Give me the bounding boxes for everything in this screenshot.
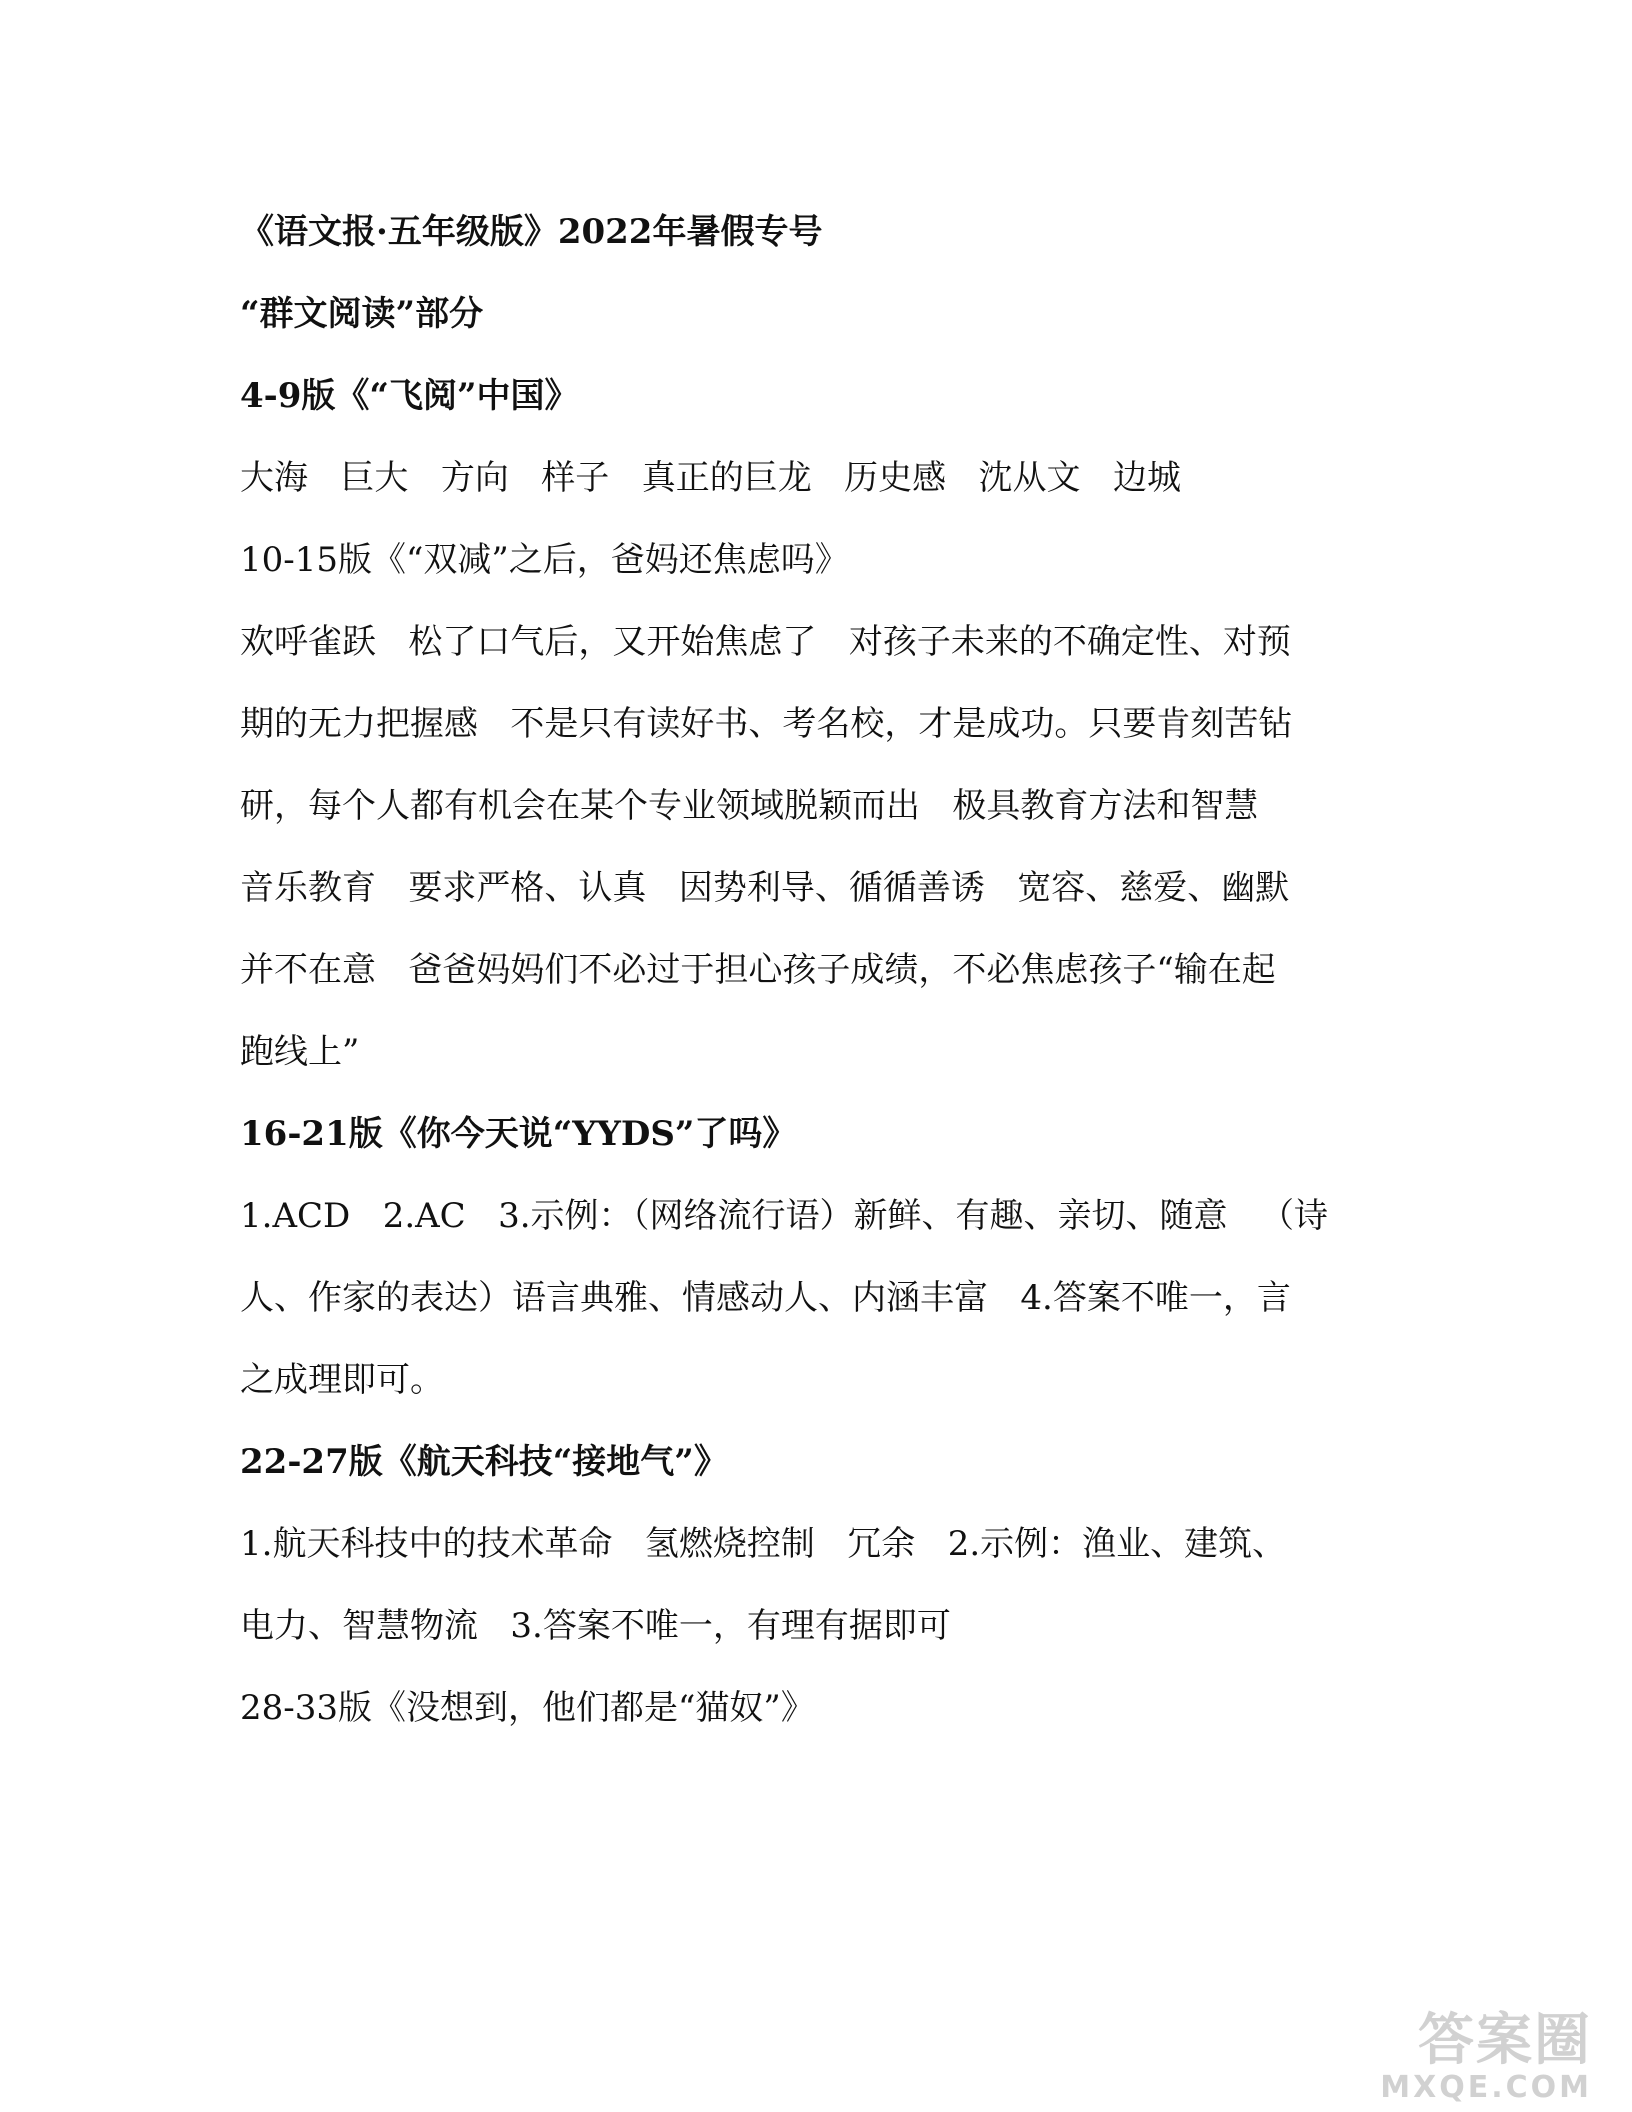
answer-line: 研，每个人都有机会在某个专业领域脱颖而出 极具教育方法和智慧 — [240, 786, 1259, 826]
answer-line: 之成理即可。 — [240, 1360, 444, 1400]
answer-line: 1.ACD 2.AC 3.示例：（网络流行语）新鲜、有趣、亲切、随意 （诗 — [240, 1196, 1328, 1236]
block-heading-4: 22-27版《航天科技“接地气”》 — [240, 1442, 728, 1482]
answer-line: 人、作家的表达）语言典雅、情感动人、内涵丰富 4.答案不唯一，言 — [240, 1278, 1291, 1318]
block-heading-2: 10-15版《“双减”之后，爸妈还焦虑吗》 — [240, 540, 849, 580]
section-heading: “群文阅读”部分 — [240, 294, 484, 334]
block-heading-1: 4-9版《“飞阅”中国》 — [240, 376, 579, 416]
watermark-top-text: 答案圈 — [1418, 2008, 1592, 2073]
answer-line: 并不在意 爸爸妈妈们不必过于担心孩子成绩，不必焦虑孩子“输在起 — [240, 950, 1276, 990]
block-heading-3: 16-21版《你今天说“YYDS”了吗》 — [240, 1114, 797, 1154]
document-title: 《语文报·五年级版》2022年暑假专号 — [240, 212, 823, 252]
answer-line: 期的无力把握感 不是只有读好书、考名校，才是成功。只要肯刻苦钻 — [240, 704, 1293, 744]
answer-line: 音乐教育 要求严格、认真 因势利导、循循善诱 宽容、慈爱、幽默 — [240, 868, 1290, 908]
answer-line: 1.航天科技中的技术革命 氢燃烧控制 冗余 2.示例：渔业、建筑、 — [240, 1524, 1287, 1564]
answer-line: 欢呼雀跃 松了口气后，又开始焦虑了 对孩子未来的不确定性、对预 — [240, 622, 1291, 662]
watermark-bottom-text: MXQE.COM — [1380, 2070, 1592, 2105]
answer-line: 跑线上” — [240, 1032, 360, 1072]
answer-line: 电力、智慧物流 3.答案不唯一，有理有据即可 — [240, 1606, 951, 1646]
answer-line: 大海 巨大 方向 样子 真正的巨龙 历史感 沈从文 边城 — [240, 458, 1181, 498]
block-heading-5: 28-33版《没想到，他们都是“猫奴”》 — [240, 1688, 815, 1728]
watermark-logo — [1342, 1996, 1592, 2106]
